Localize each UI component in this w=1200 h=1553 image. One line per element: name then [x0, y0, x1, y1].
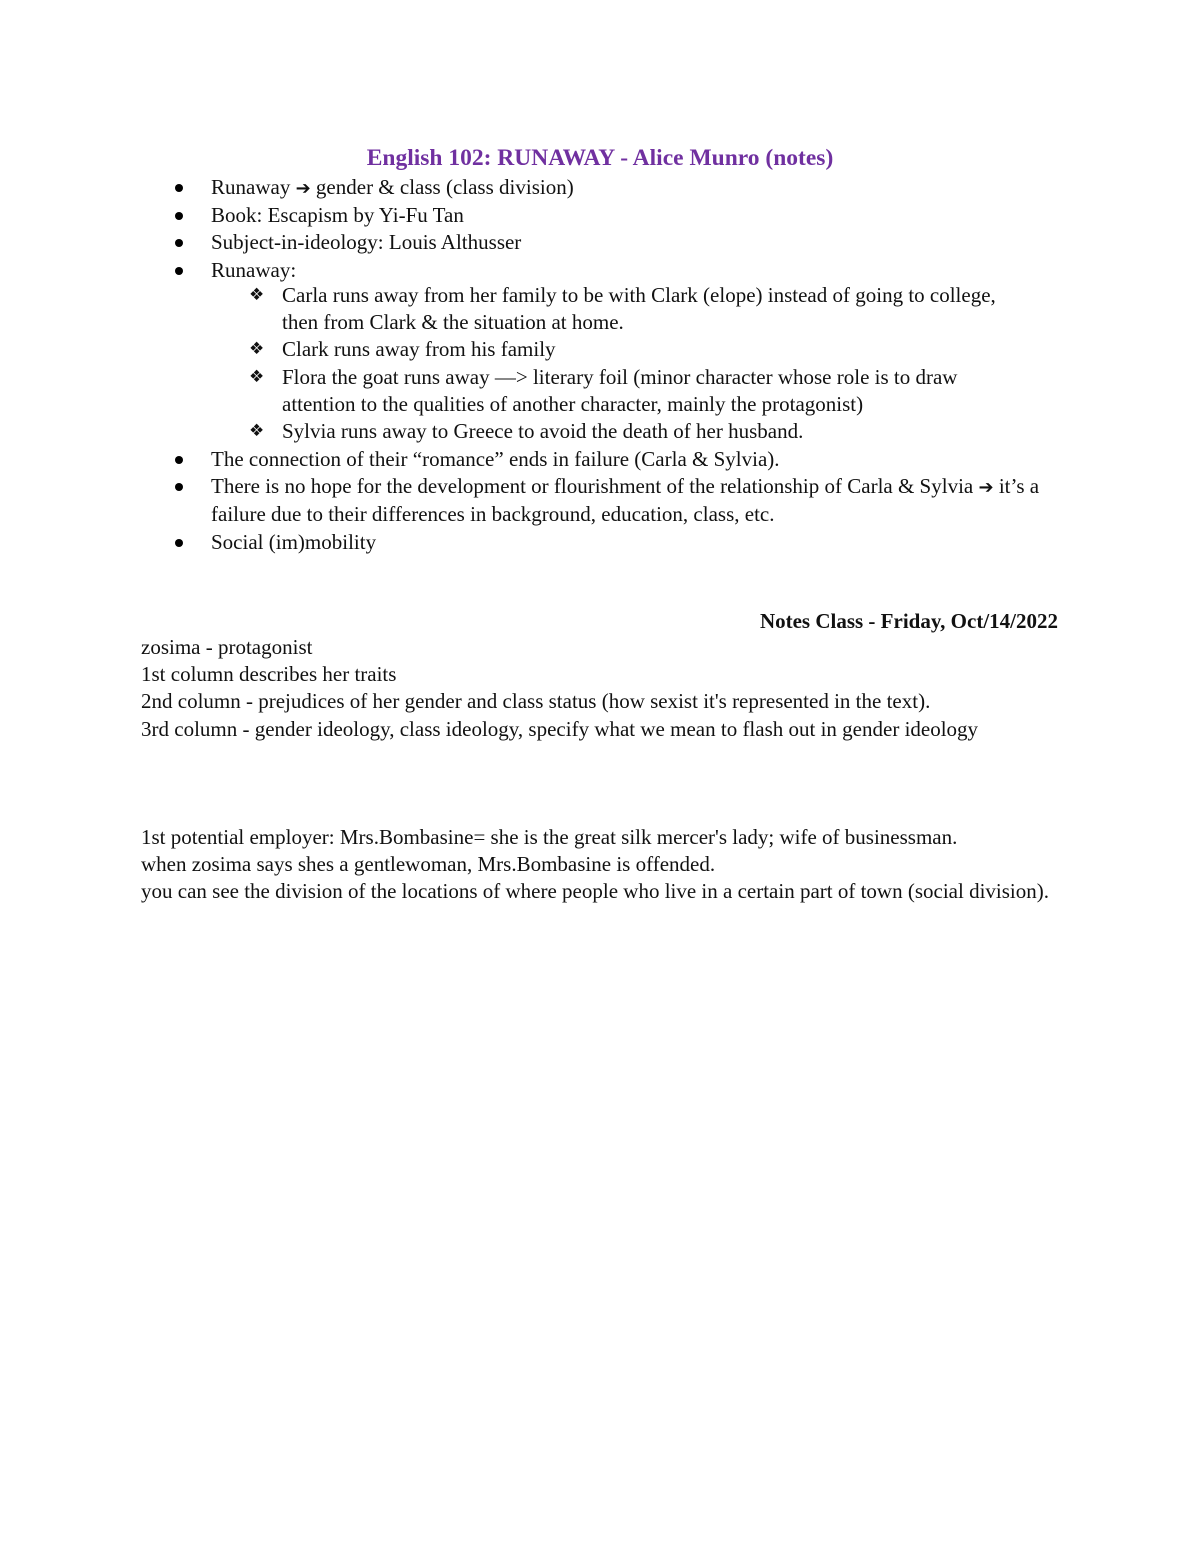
sub-list-item: ❖ Flora the goat runs away —> literary foil (minor character whose role is to draw attention to the qualities of another character, mainly the protagonist) — [249, 364, 958, 416]
diamond-bullet-icon: ❖ — [249, 421, 265, 442]
sub-list-item: ❖ Carla runs away from her family to be with Clark (elope) instead of going to college, then from Clark & the situation at home. — [249, 283, 996, 335]
notes-bullet-list — [172, 174, 1052, 284]
bullet-dot-icon — [175, 483, 183, 491]
note-line: 2nd column - prejudices of her gender and class status (how sexist it's represented in the text). — [141, 689, 931, 714]
sub-list-item: ❖ Sylvia runs away to Greece to avoid the death of her husband. — [243, 418, 1052, 445]
list-item: Runaway ➔ gender & class (class division) — [172, 174, 1052, 202]
sublist — [172, 282, 1052, 445]
list-item: Book: Escapism by Yi-Fu Tan — [172, 202, 1052, 229]
title-text: English 102: RUNAWAY - Alice Munro (notes) — [366, 145, 834, 171]
right-arrow-icon: ➔ — [295, 178, 311, 199]
list-item: The connection of their “romance” ends in failure (Carla & Sylvia). — [172, 446, 1052, 473]
bullet-dot-icon — [175, 539, 183, 547]
sub-list-container — [172, 282, 1052, 445]
note-line: 3rd column - gender ideology, class ideology, specify what we mean to flash out in gender ideology — [141, 716, 979, 741]
date-heading: Notes Class - Friday, Oct/14/2022 — [759, 609, 1058, 633]
bullet-dot-icon — [175, 239, 183, 247]
notes-bullet-list-continued — [172, 446, 1052, 556]
list-item: Runaway: — [172, 257, 1052, 284]
bullet-dot-icon — [175, 184, 183, 192]
note-line: 1st potential employer: Mrs.Bombasine= she is the great silk mercer's lady; wife of businessman. — [141, 825, 958, 849]
sub-list-item: ❖ Clark runs away from his family — [243, 336, 1052, 363]
diamond-bullet-icon: ❖ — [249, 339, 265, 360]
diamond-bullet-icon: ❖ — [249, 366, 265, 387]
diamond-bullet-icon: ❖ — [249, 285, 265, 305]
list-item: Subject-in-ideology: Louis Althusser — [172, 229, 1052, 256]
employer-notes-block — [141, 824, 1061, 906]
right-arrow-icon: ➔ — [978, 477, 994, 499]
note-line: zosima - protagonist — [141, 635, 313, 659]
note-line: 1st column describes her traits — [141, 662, 397, 687]
bullet-dot-icon — [175, 456, 183, 464]
document-title — [0, 144, 1200, 172]
list-item: There is no hope for the development or flourishment of the relationship of Carla & Sylvia ➔ it’s a failure due to their differences in background, education, class, etc. — [172, 473, 1052, 528]
note-line: you can see the division of the locations of where people who live in a certain part of town (social division). — [141, 879, 1049, 904]
note-line: when zosima says shes a gentlewoman, Mrs.Bombasine is offended. — [141, 852, 716, 877]
class-notes-block — [141, 634, 1061, 743]
list-item: Social (im)mobility — [172, 529, 1052, 556]
runaway-sub-list — [172, 282, 1052, 445]
bullet-dot-icon — [175, 267, 183, 275]
bullet-dot-icon — [175, 212, 183, 220]
